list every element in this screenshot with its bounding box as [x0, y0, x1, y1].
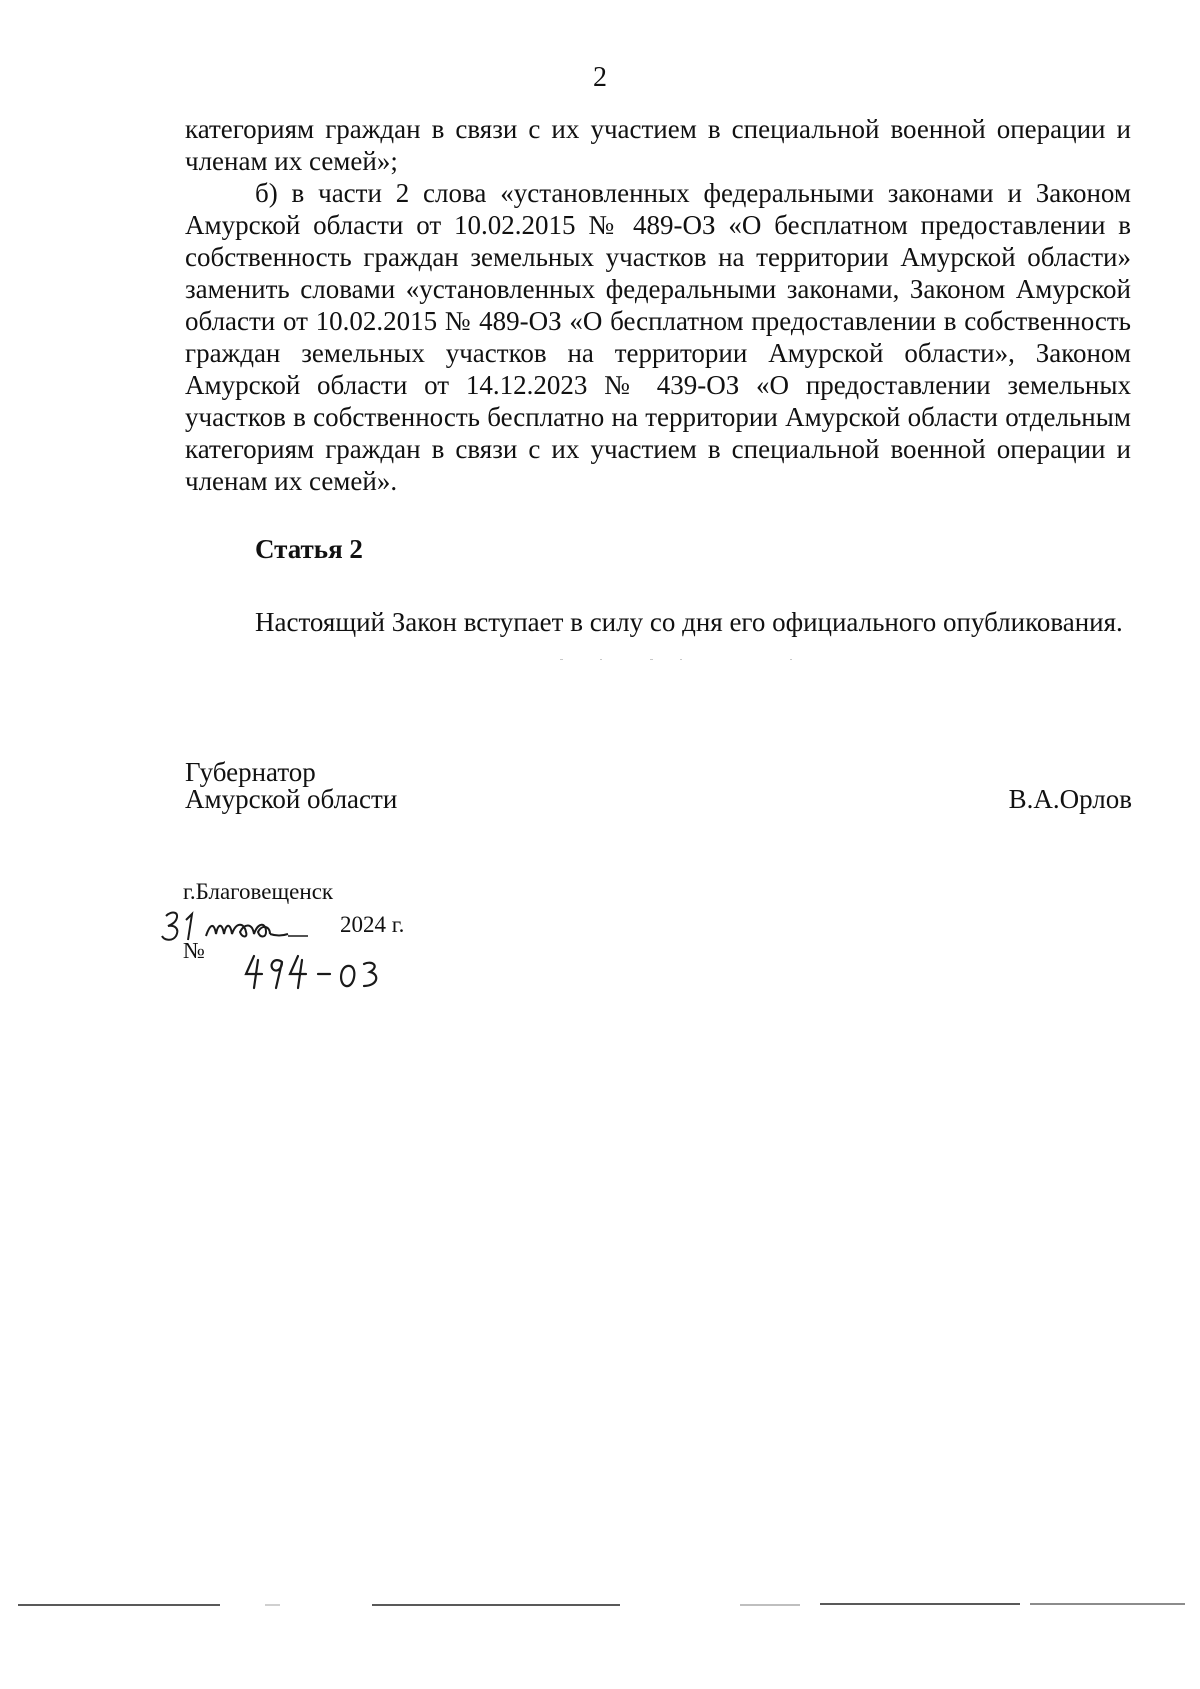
place-city: г.Благовещенск [183, 879, 334, 904]
signature-title-line2: Амурской области [185, 784, 398, 814]
paragraph-b: б) в части 2 слова «установленных федеральными законами и Законом Амурской области от 10.02.2015 № 489-ОЗ «О бесплатном предоставлении в собственность граждан земельных участков на территории Амурской области» заменить словами «установленных федеральными законами, Законом Амурской области от 10.02.2015 № 489-ОЗ «О бесплатном предоставлении в собственность граждан земельных участков на территории Амурской области», Законом Амурской области от 14.12.2023 № 439-ОЗ «О предоставлении земельных участков в собственность бесплатно на территории Амурской области отдельным категориям граждан в связи с их участием в специальной военной операции и членам их семей». [185, 178, 1131, 496]
paragraph-a-tail: категориям граждан в связи с их участием в специальной военной операции и членам их семей»; [185, 114, 1131, 176]
signature-title [185, 759, 397, 813]
article-2-text: Настоящий Закон вступает в силу со дня его официального опубликования. [255, 607, 1123, 637]
year: 2024 г. [340, 912, 405, 937]
signature-title-line1: Губернатор [185, 757, 316, 787]
page-number: 2 [593, 62, 607, 93]
article-2-heading: Статья 2 [255, 534, 363, 564]
scan-artifact-line [0, 1595, 1200, 1615]
signature-name: В.А.Орлов [1008, 784, 1132, 814]
handwritten-law-number [240, 948, 400, 994]
number-sign: № [183, 938, 205, 963]
scan-noise-dots [560, 655, 820, 665]
